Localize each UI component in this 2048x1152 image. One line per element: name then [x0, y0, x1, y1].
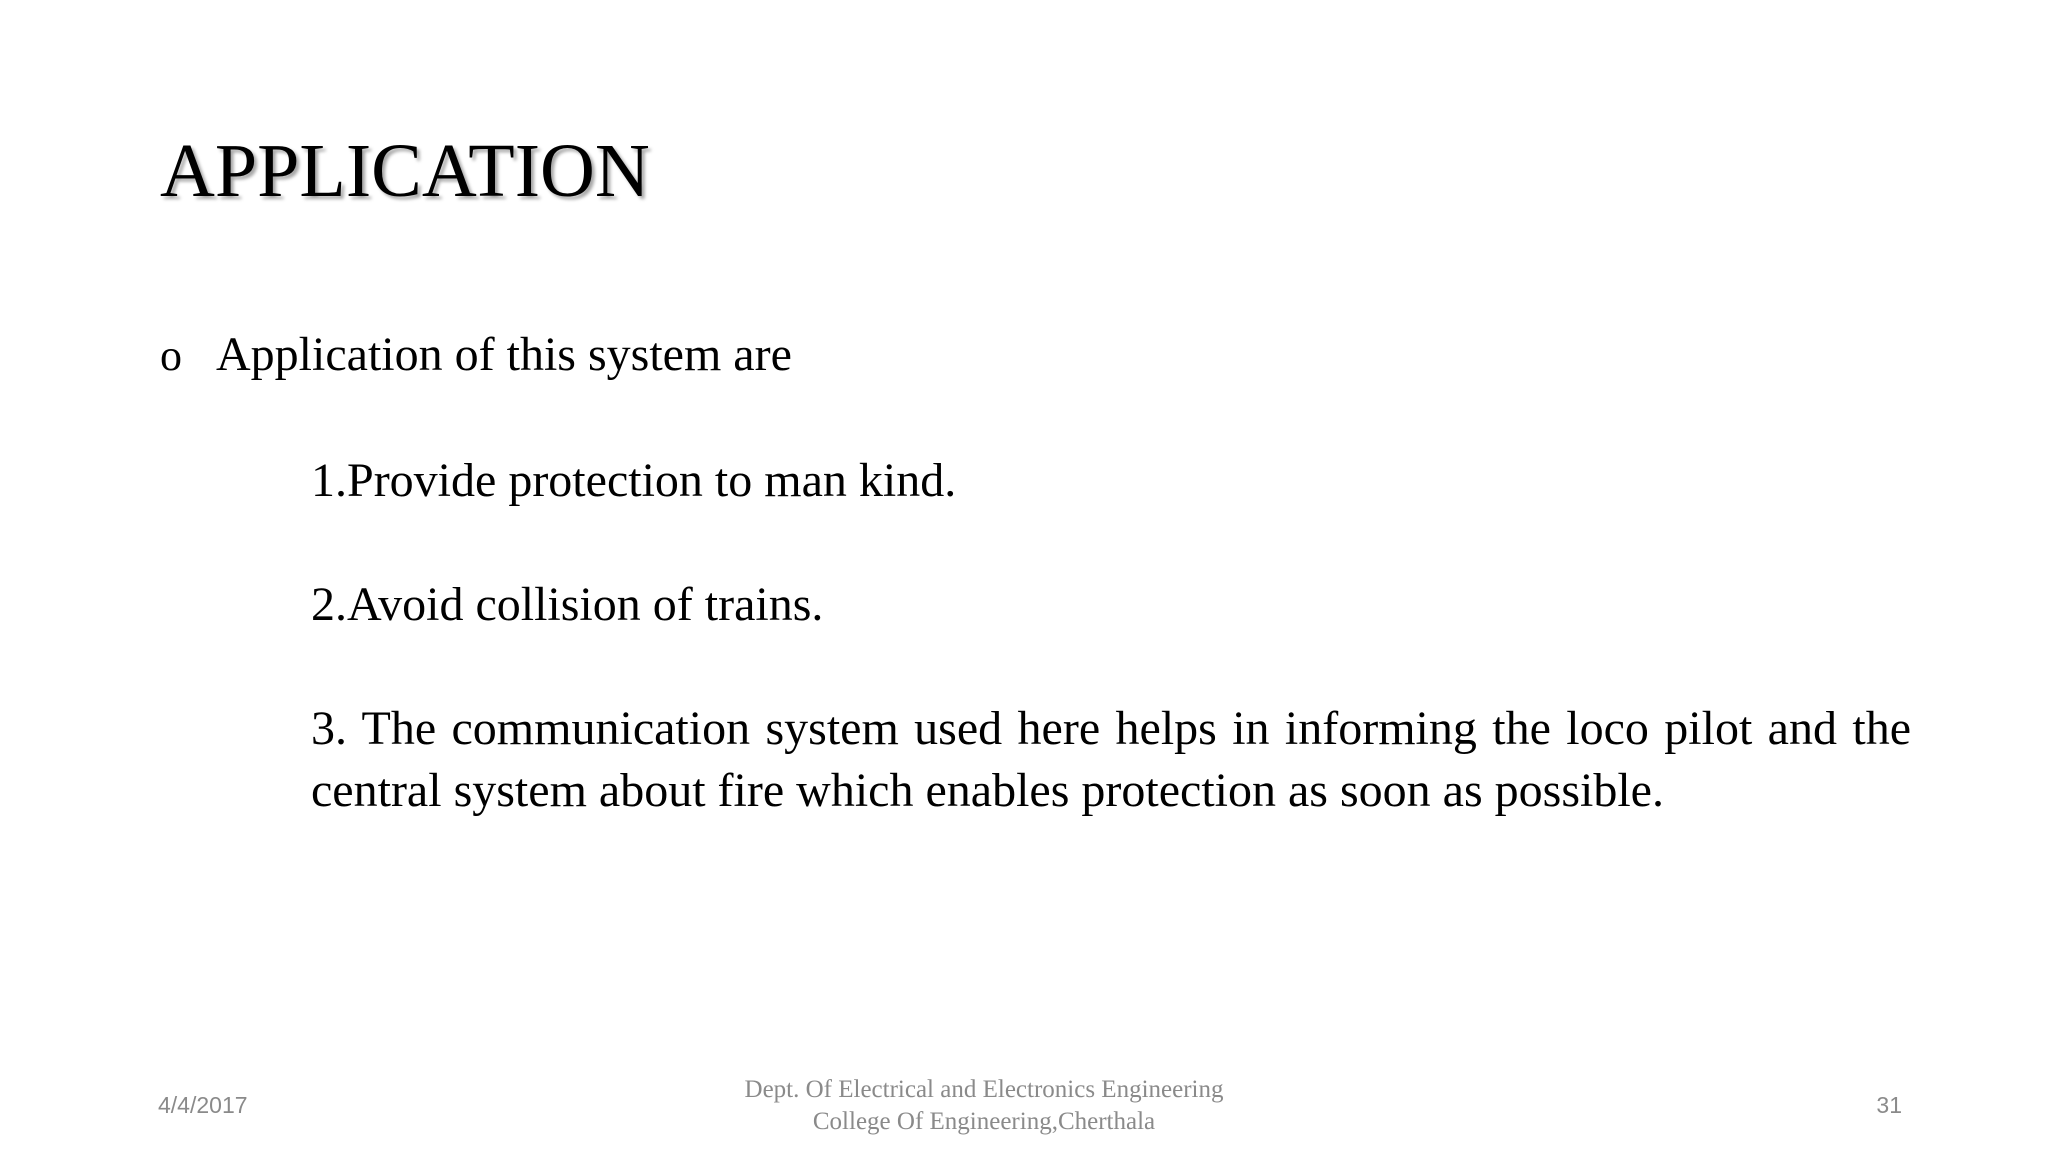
list-item-1: 1.Provide protection to man kind.	[311, 454, 957, 507]
slide-title: APPLICATION	[160, 129, 650, 213]
footer-date: 4/4/2017	[158, 1092, 248, 1118]
footer-department	[724, 1074, 1244, 1138]
bullet-point	[160, 326, 792, 384]
bullet-marker: o	[160, 331, 182, 380]
list-item-3: 3. The communication system used here helps in informing the loco pilot and the central system about fire which enables protection as soon as possible.	[311, 702, 1911, 817]
bullet-text: Application of this system are	[216, 328, 792, 381]
footer-department-line1: Dept. Of Electrical and Electronics Engineering	[744, 1076, 1224, 1103]
footer-page-number: 31	[1876, 1092, 1902, 1118]
list-item-2: 2.Avoid collision of trains.	[311, 578, 824, 631]
footer-department-line2: College Of Engineering,Cherthala	[812, 1108, 1156, 1135]
